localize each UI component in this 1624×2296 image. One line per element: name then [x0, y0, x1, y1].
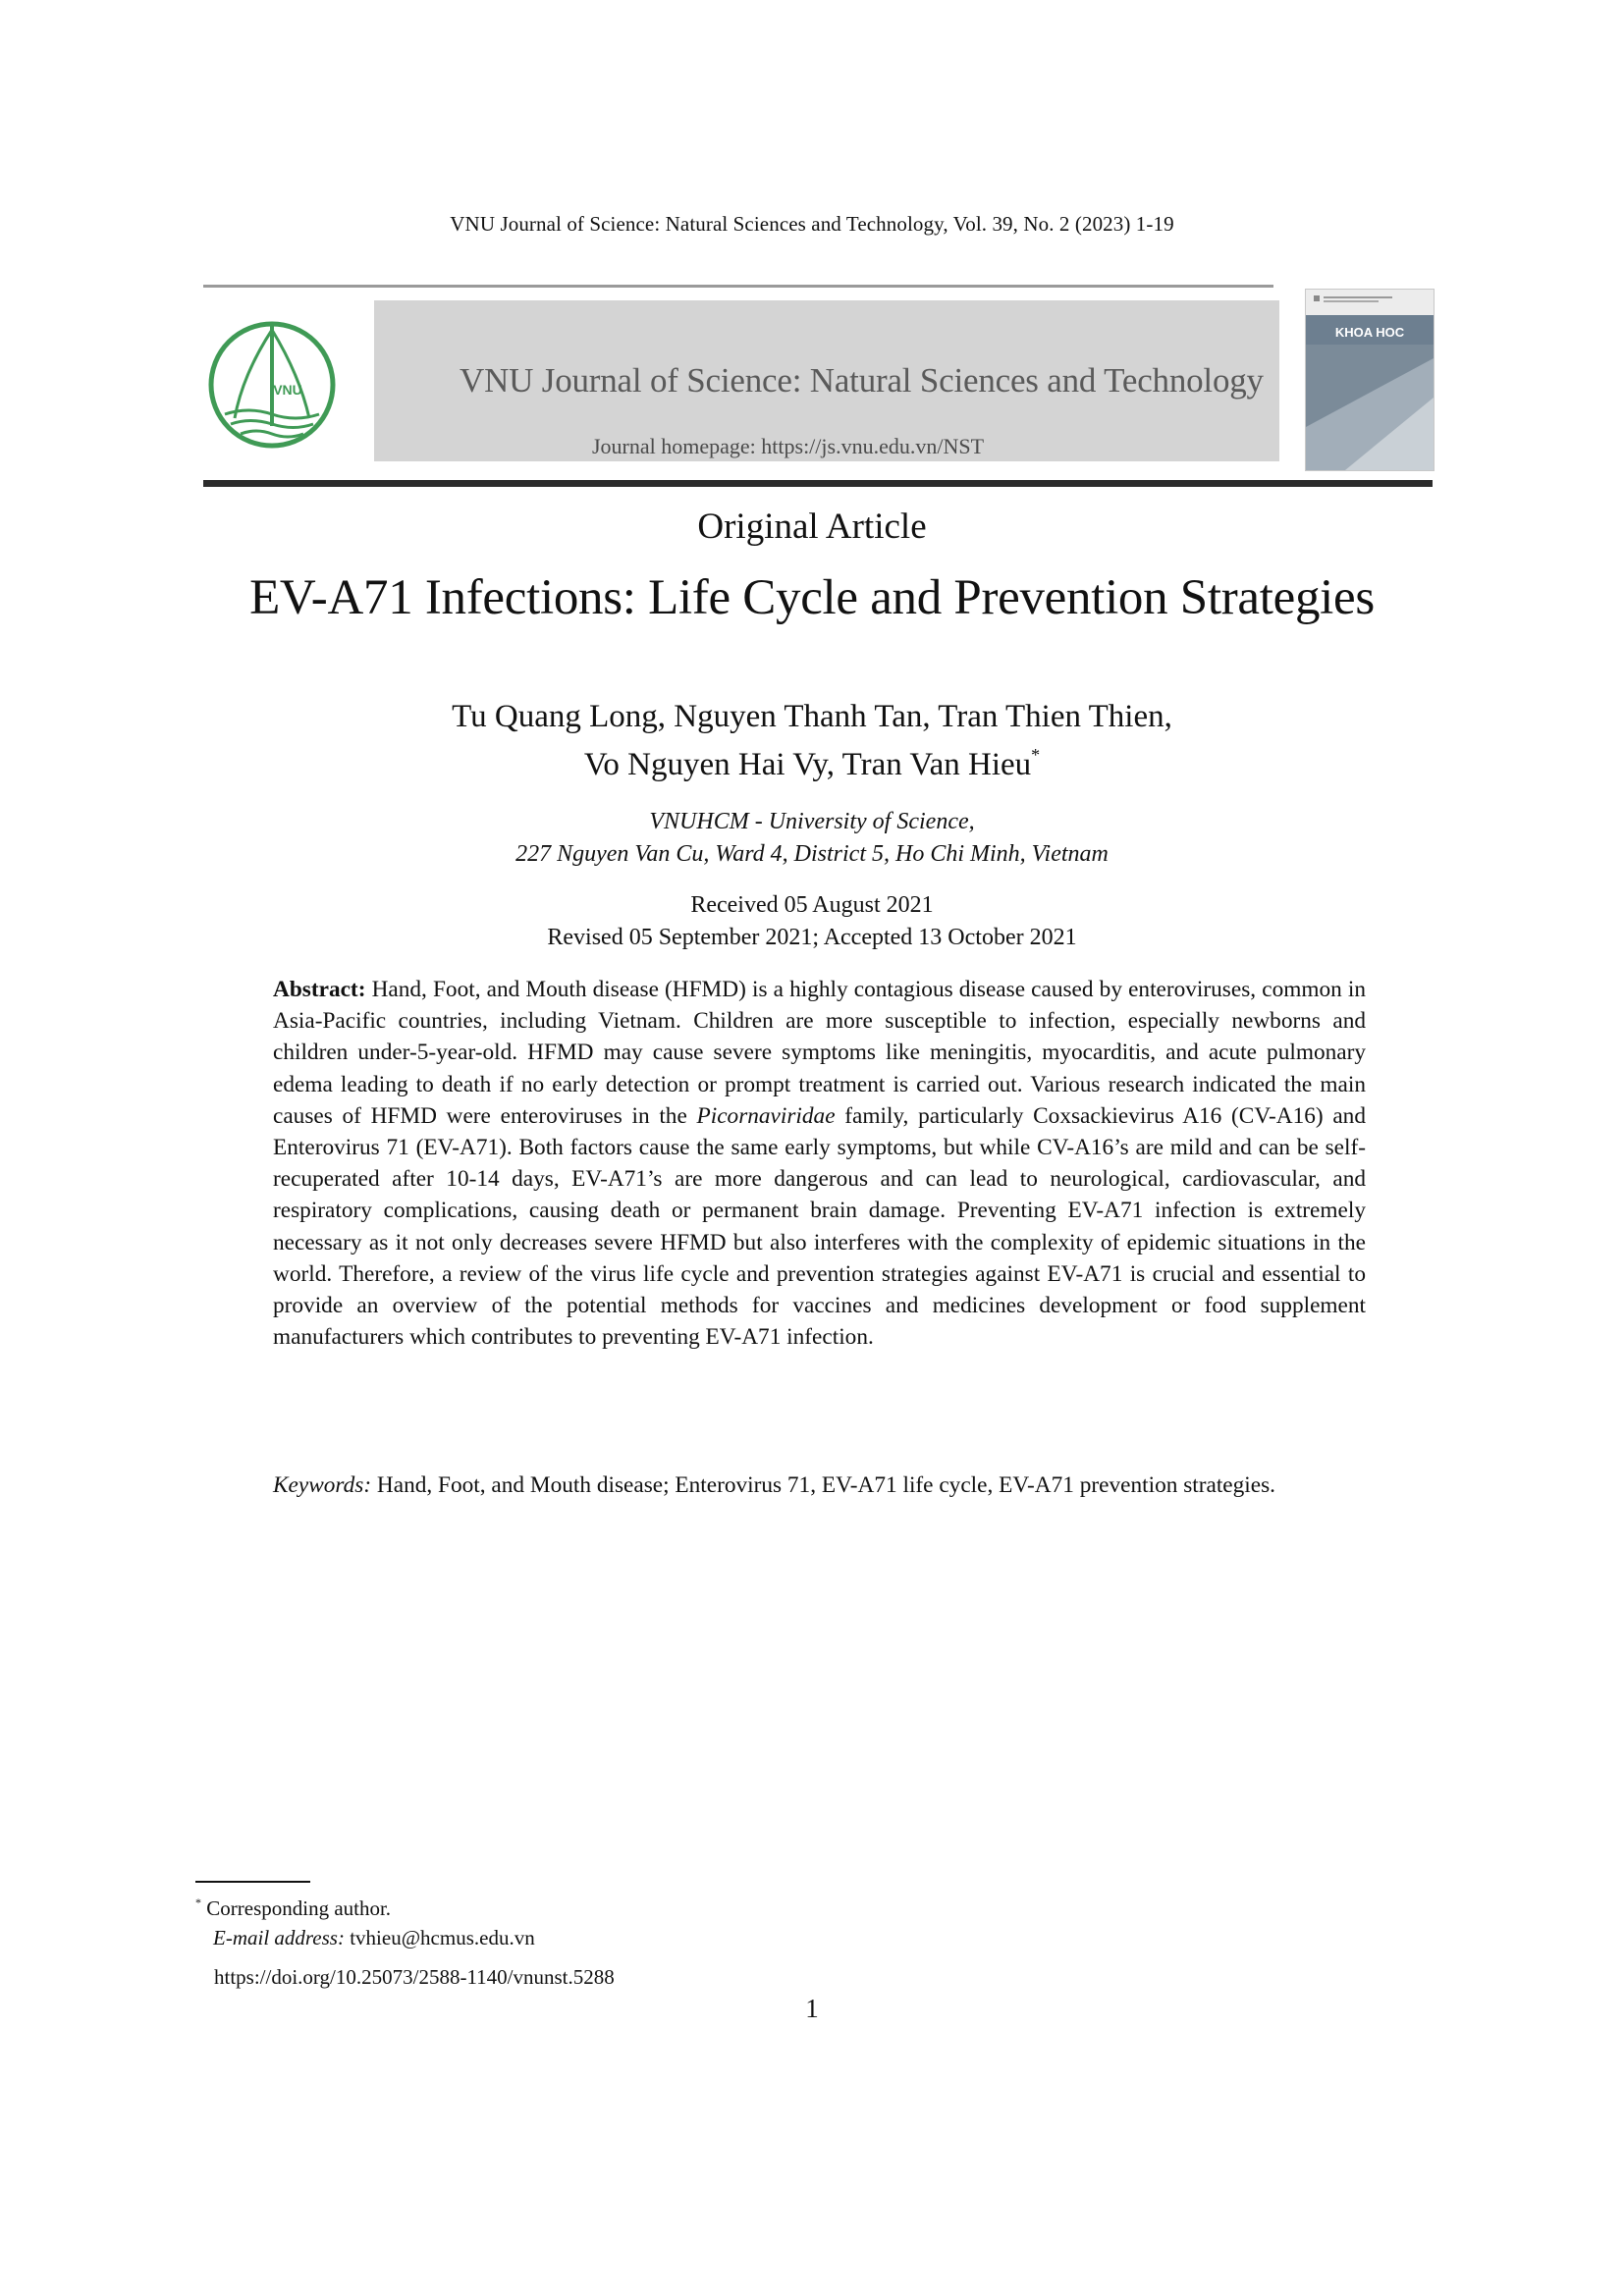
abstract-italic-term: Picornaviridae — [696, 1102, 836, 1129]
abstract-label: Abstract: — [273, 977, 366, 1002]
abstract — [273, 974, 1366, 1353]
abstract-text-part-1: Hand, Foot, and Mouth disease (HFMD) is a highly contagious disease caused by enteroviruses, common in Asia-Pacific countries, including Vietnam. Children are more susceptible to infection, especially newborns and children under-5-year-old. HFMD may cause severe symptoms like meningitis, myocarditis, and acute pulmonary edema leading to death if no early detection or prompt treatment is carried out. Various research indicated the main causes of HFMD were enteroviruses in the — [273, 977, 1366, 1129]
keywords — [273, 1469, 1366, 1501]
author-list — [0, 698, 1624, 784]
email-label: E-mail address: — [213, 1926, 345, 1949]
banner-homepage: Journal homepage: https://js.vnu.edu.vn/NST — [592, 434, 985, 458]
running-header: VNU Journal of Science: Natural Sciences and Technology, Vol. 39, No. 2 (2023) 1-19 — [450, 212, 1174, 236]
vnu-logo-icon — [203, 316, 341, 454]
revised-accepted-dates: Revised 05 September 2021; Accepted 13 October 2021 — [547, 925, 1077, 950]
cover-title: KHOA HOC — [1334, 325, 1405, 340]
abstract-text-part-2: family, particularly Coxsackievirus A16 (CV-A16) and Enterovirus 71 (EV-A71). Both factors cause the same early symptoms, but while CV-A16’s are mild and can be self-recuperated after 10-14 days, EV-A71’s are more dangerous and can lead to neurological, cardiovascular, and respiratory complications, causing death or permanent brain damage. Preventing EV-A71 infection is extremely necessary as it not only decreases severe HFMD but also interferes with the complexity of epidemic situations in the world. Therefore, a review of the virus life cycle and prevention strategies against EV-A71 is crucial and essential to provide an overview of the potential methods for vaccines and medicines development or food supplement manufacturers which contributes to preventing EV-A71 infection. — [273, 1102, 1366, 1351]
footnote-corresponding — [195, 1888, 1079, 1923]
email-address: tvhieu@hcmus.edu.vn — [344, 1926, 535, 1949]
banner-journal-title: VNU Journal of Science: Natural Sciences and Technology — [460, 361, 1264, 400]
banner-bottom-rule — [203, 480, 1433, 487]
footnote — [195, 1888, 1079, 1952]
author-names: Vo Nguyen Hai Vy, Tran Van Hieu — [583, 747, 1032, 782]
corresponding-mark: * — [1031, 745, 1041, 765]
received-date: Received 05 August 2021 — [690, 892, 934, 918]
footnote-email — [195, 1923, 1079, 1952]
affiliation — [0, 806, 1624, 871]
journal-cover-thumbnail — [1305, 289, 1435, 471]
footnote-mark: * — [195, 1896, 201, 1909]
author-line-2 — [0, 736, 1624, 784]
logo-text: VNU — [273, 382, 302, 398]
article-title: EV-A71 Infections: Life Cycle and Prevention Strategies — [249, 570, 1375, 625]
article-dates — [0, 889, 1624, 954]
keywords-text: Hand, Foot, and Mouth disease; Enterovirus 71, EV-A71 life cycle, EV-A71 prevention strategies. — [371, 1472, 1276, 1498]
doi-link[interactable]: https://doi.org/10.25073/2588-1140/vnunst.5288 — [214, 1965, 615, 1989]
affiliation-line-1: VNUHCM - University of Science, — [649, 809, 975, 834]
author-line-1: Tu Quang Long, Nguyen Thanh Tan, Tran Thien Thien, — [452, 699, 1172, 734]
keywords-label: Keywords: — [273, 1472, 372, 1498]
footnote-rule — [195, 1881, 310, 1883]
page-number: 1 — [805, 1994, 819, 2023]
affiliation-line-2: 227 Nguyen Van Cu, Ward 4, District 5, Ho Chi Minh, Vietnam — [515, 841, 1109, 867]
article-type: Original Article — [697, 507, 927, 547]
journal-banner — [203, 287, 1433, 483]
footnote-corresponding-text: Corresponding author. — [201, 1896, 392, 1920]
